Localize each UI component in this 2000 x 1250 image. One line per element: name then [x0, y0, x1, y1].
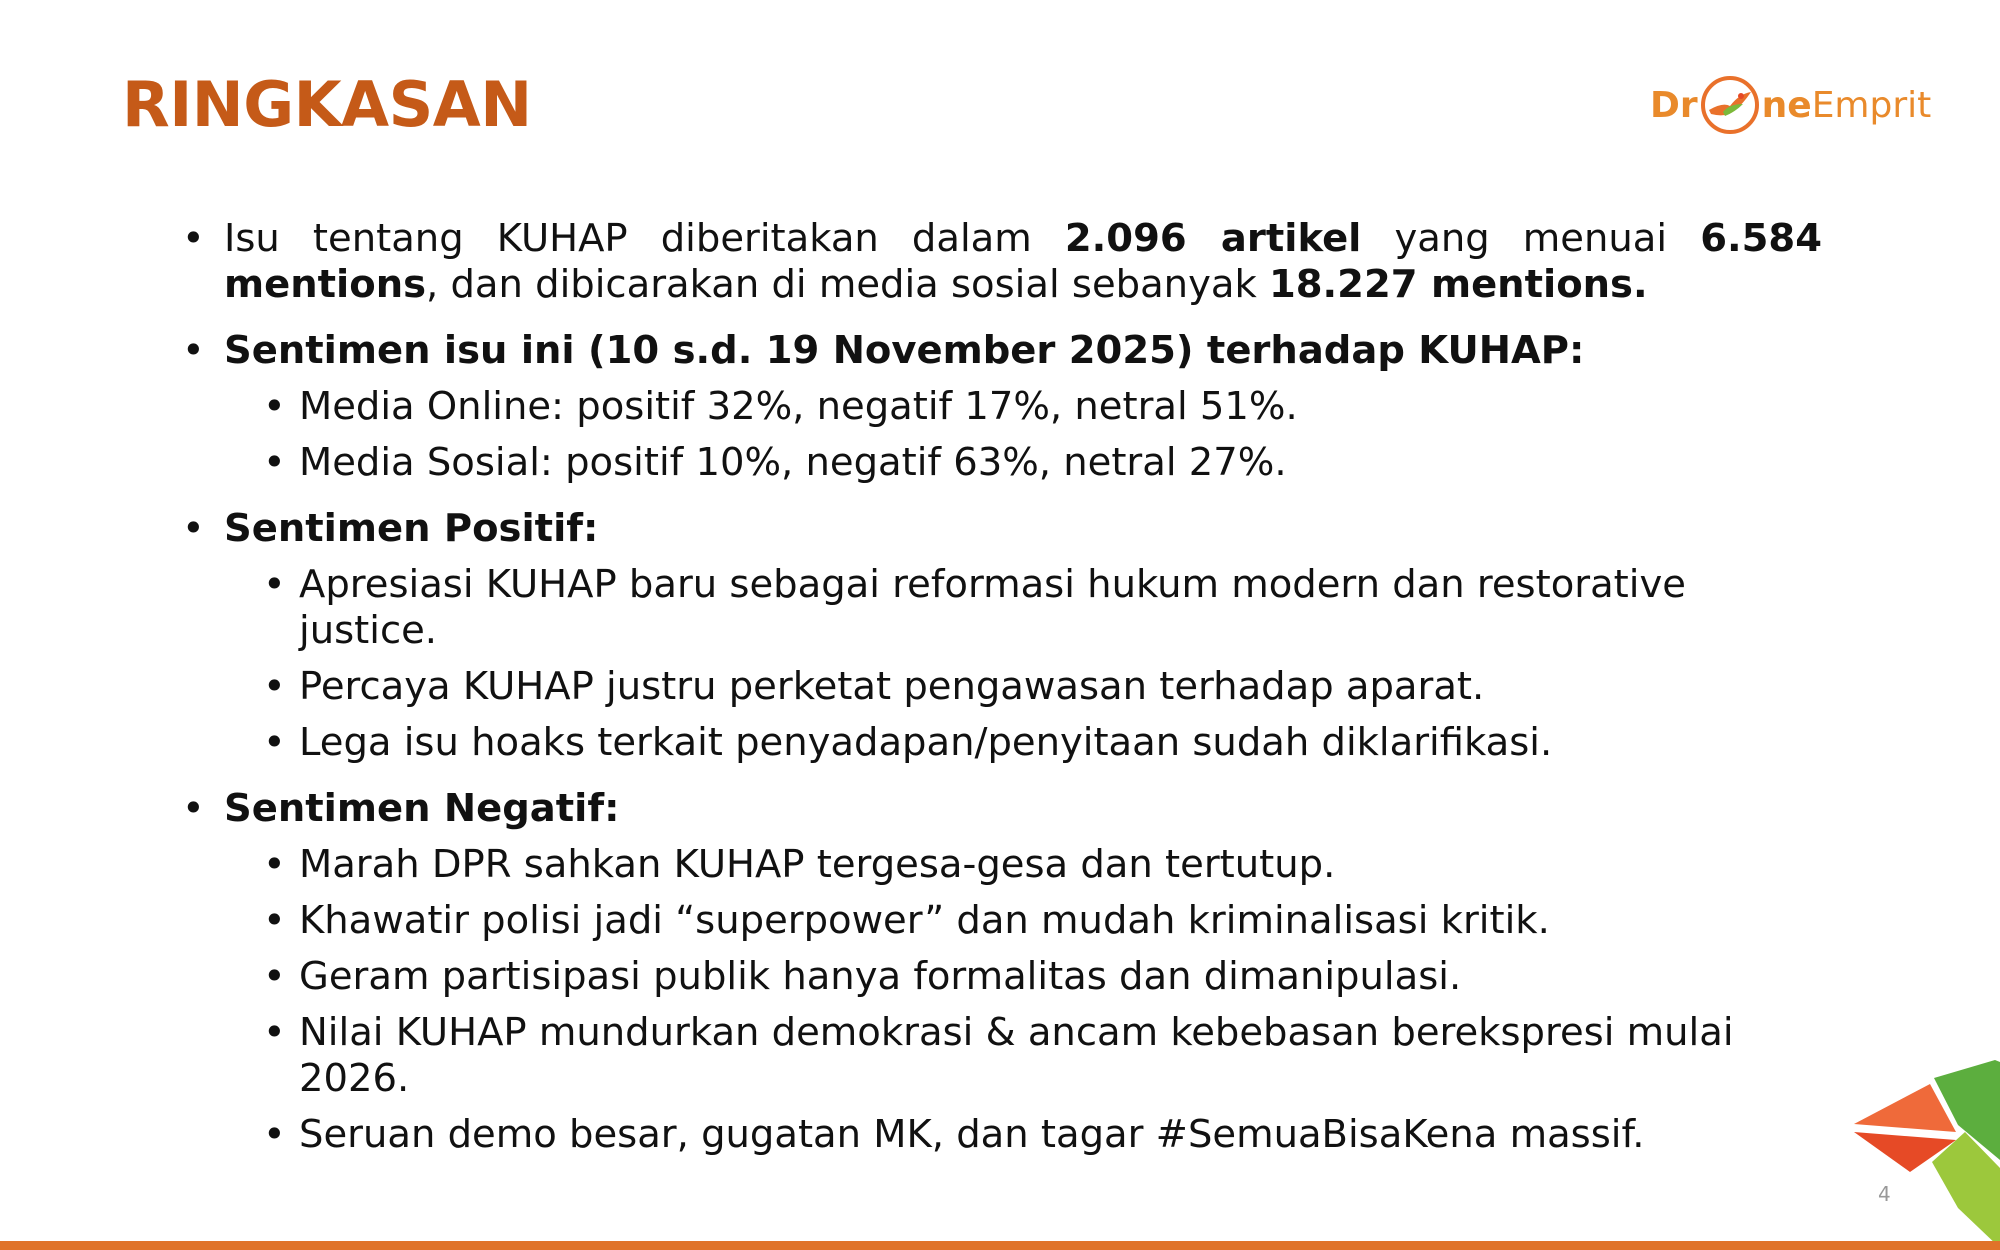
negative-item: • Nilai KUHAP mundurkan demokrasi & ancam kebebasan berekspresi mulai 2026. [257, 1010, 1822, 1102]
logo-text-ne: ne [1761, 84, 1812, 126]
positive-item: • Percaya KUHAP justru perketat pengawasan terhadap aparat. [257, 664, 1822, 710]
negative-item: • Khawatir polisi jadi “superpower” dan mudah kriminalisasi kritik. [257, 898, 1822, 944]
page-number: 4 [1878, 1182, 1891, 1206]
intro-article-count: 2.096 artikel [1064, 216, 1362, 261]
intro-text-2: yang menuai [1361, 216, 1701, 261]
negative-item: • Marah DPR sahkan KUHAP tergesa-gesa dan tertutup. [257, 842, 1822, 888]
negative-heading: Sentimen Negatif: [224, 786, 620, 831]
list-item-negative [182, 786, 1822, 1158]
negative-item: • Seruan demo besar, gugatan MK, dan tagar #SemuaBisaKena massif. [257, 1112, 1822, 1158]
bottom-accent-bar [0, 1241, 2000, 1250]
sentiment-sublist [224, 384, 1822, 486]
intro-text-1: Isu tentang KUHAP diberitakan dalam [224, 216, 1065, 261]
list-item-positive [182, 506, 1822, 766]
positive-item: • Lega isu hoaks terkait penyadapan/penyitaan sudah diklarifikasi. [257, 720, 1822, 766]
negative-sublist [224, 842, 1822, 1158]
intro-text-3: , dan dibicarakan di media sosial sebanyak [426, 262, 1269, 307]
sub-item-media-sosial: • Media Sosial: positif 10%, negatif 63%, netral 27%. [257, 440, 1822, 486]
positive-heading: Sentimen Positif: [224, 506, 599, 551]
list-item-intro [182, 216, 1822, 308]
summary-content [182, 216, 1822, 1178]
positive-item: • Apresiasi KUHAP baru sebagai reformasi hukum modern dan restorative justice. [257, 562, 1822, 654]
slide-title: RINGKASAN [122, 68, 532, 141]
summary-list [182, 216, 1822, 1158]
negative-item: • Geram partisipasi publik hanya formalitas dan dimanipulasi. [257, 954, 1822, 1000]
logo-text-dr: Dr [1650, 84, 1698, 126]
intro-online-mentions: 6.584 mentions [224, 216, 1822, 307]
list-item-sentiment [182, 328, 1822, 486]
positive-sublist [224, 562, 1822, 766]
logo-text-emprit: Emprit [1811, 84, 1932, 126]
corner-decoration-graphic [1840, 1050, 2000, 1250]
sentiment-heading: Sentimen isu ini (10 s.d. 19 November 2025) terhadap KUHAP: [224, 328, 1585, 373]
sub-item-media-online: • Media Online: positif 32%, negatif 17%, netral 51%. [257, 384, 1822, 430]
drone-emprit-logo [1650, 74, 1931, 136]
intro-social-mentions: 18.227 mentions. [1268, 262, 1648, 307]
bird-circle-icon [1699, 74, 1761, 136]
